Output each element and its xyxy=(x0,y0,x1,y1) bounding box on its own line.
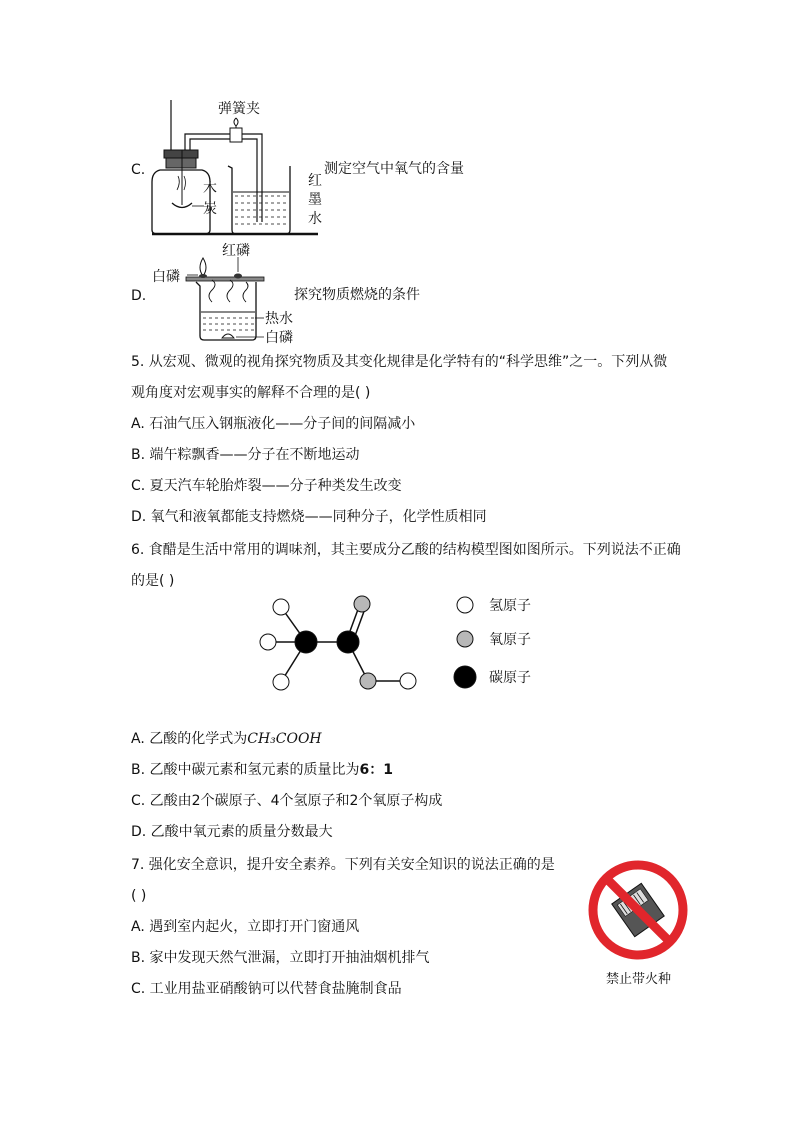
legend-hydrogen: 氢原子 xyxy=(489,598,531,614)
red-ink-label-3: 水 xyxy=(308,211,322,227)
q6-stem-line2: 的是( ) xyxy=(131,573,175,589)
q5-stem-line2: 观角度对宏观事实的解释不合理的是( ) xyxy=(131,385,371,401)
q7-option-c: C. 工业用盐亚硝酸钠可以代替食盐腌制食品 xyxy=(131,981,402,997)
q7-option-b: B. 家中发现天然气泄漏，立即打开抽油烟机排气 xyxy=(131,950,430,966)
legend-carbon: 碳原子 xyxy=(489,670,531,686)
option-c-description: 测定空气中氧气的含量 xyxy=(324,161,464,177)
sign-caption: 禁止带火种 xyxy=(606,972,672,987)
q6-option-b-text: B. 乙酸中碳元素和氢元素的质量比为 xyxy=(131,762,360,778)
spring-clamp-label: 弹簧夹 xyxy=(218,101,260,117)
q6-stem-line1: 6. 食醋是生活中常用的调味剂，其主要成分乙酸的结构模型图如图所示。下列说法不正确 xyxy=(131,542,681,558)
white-phosphorus-top-label: 白磷 xyxy=(152,269,180,285)
q7-stem-line2: ( ) xyxy=(131,888,147,904)
q5-option-c: C. 夏天汽车轮胎炸裂——分子种类发生改变 xyxy=(131,478,402,494)
q7-stem-line1: 7. 强化安全意识，提升安全素养。下列有关安全知识的说法正确的是 xyxy=(131,857,555,873)
q6-option-b-ratio: 6：1 xyxy=(359,762,393,778)
option-c-letter: C. xyxy=(131,162,146,178)
q7-option-a: A. 遇到室内起火，立即打开门窗通风 xyxy=(131,919,360,935)
q6-option-d: D. 乙酸中氧元素的质量分数最大 xyxy=(131,824,333,840)
charcoal-label-2: 炭 xyxy=(203,201,217,217)
q6-option-c: C. 乙酸由2个碳原子、4个氢原子和2个氧原子构成 xyxy=(131,793,443,809)
red-ink-label-2: 墨 xyxy=(308,192,322,208)
white-phosphorus-bottom-label: 白磷 xyxy=(265,330,293,346)
legend-oxygen: 氧原子 xyxy=(489,632,531,648)
q5-option-d: D. 氧气和液氧都能支持燃烧——同种分子，化学性质相同 xyxy=(131,509,487,525)
red-phosphorus-label: 红磷 xyxy=(222,243,250,259)
q5-option-a: A. 石油气压入钢瓶液化——分子间的间隔减小 xyxy=(131,416,416,432)
q5-stem-line1: 5. 从宏观、微观的视角探究物质及其变化规律是化学特有的“科学思维”之一。下列从微 xyxy=(131,354,668,370)
red-ink-label-1: 红 xyxy=(308,173,322,189)
q5-option-b: B. 端午粽飘香——分子在不断地运动 xyxy=(131,447,360,463)
q6-option-a-formula: CH₃COOH xyxy=(247,731,322,747)
option-d-description: 探究物质燃烧的条件 xyxy=(294,287,420,303)
hot-water-label: 热水 xyxy=(265,311,293,327)
q6-option-a-text: A. 乙酸的化学式为 xyxy=(131,731,248,747)
option-d-letter: D. xyxy=(131,288,147,304)
charcoal-label-1: 木 xyxy=(203,181,217,197)
